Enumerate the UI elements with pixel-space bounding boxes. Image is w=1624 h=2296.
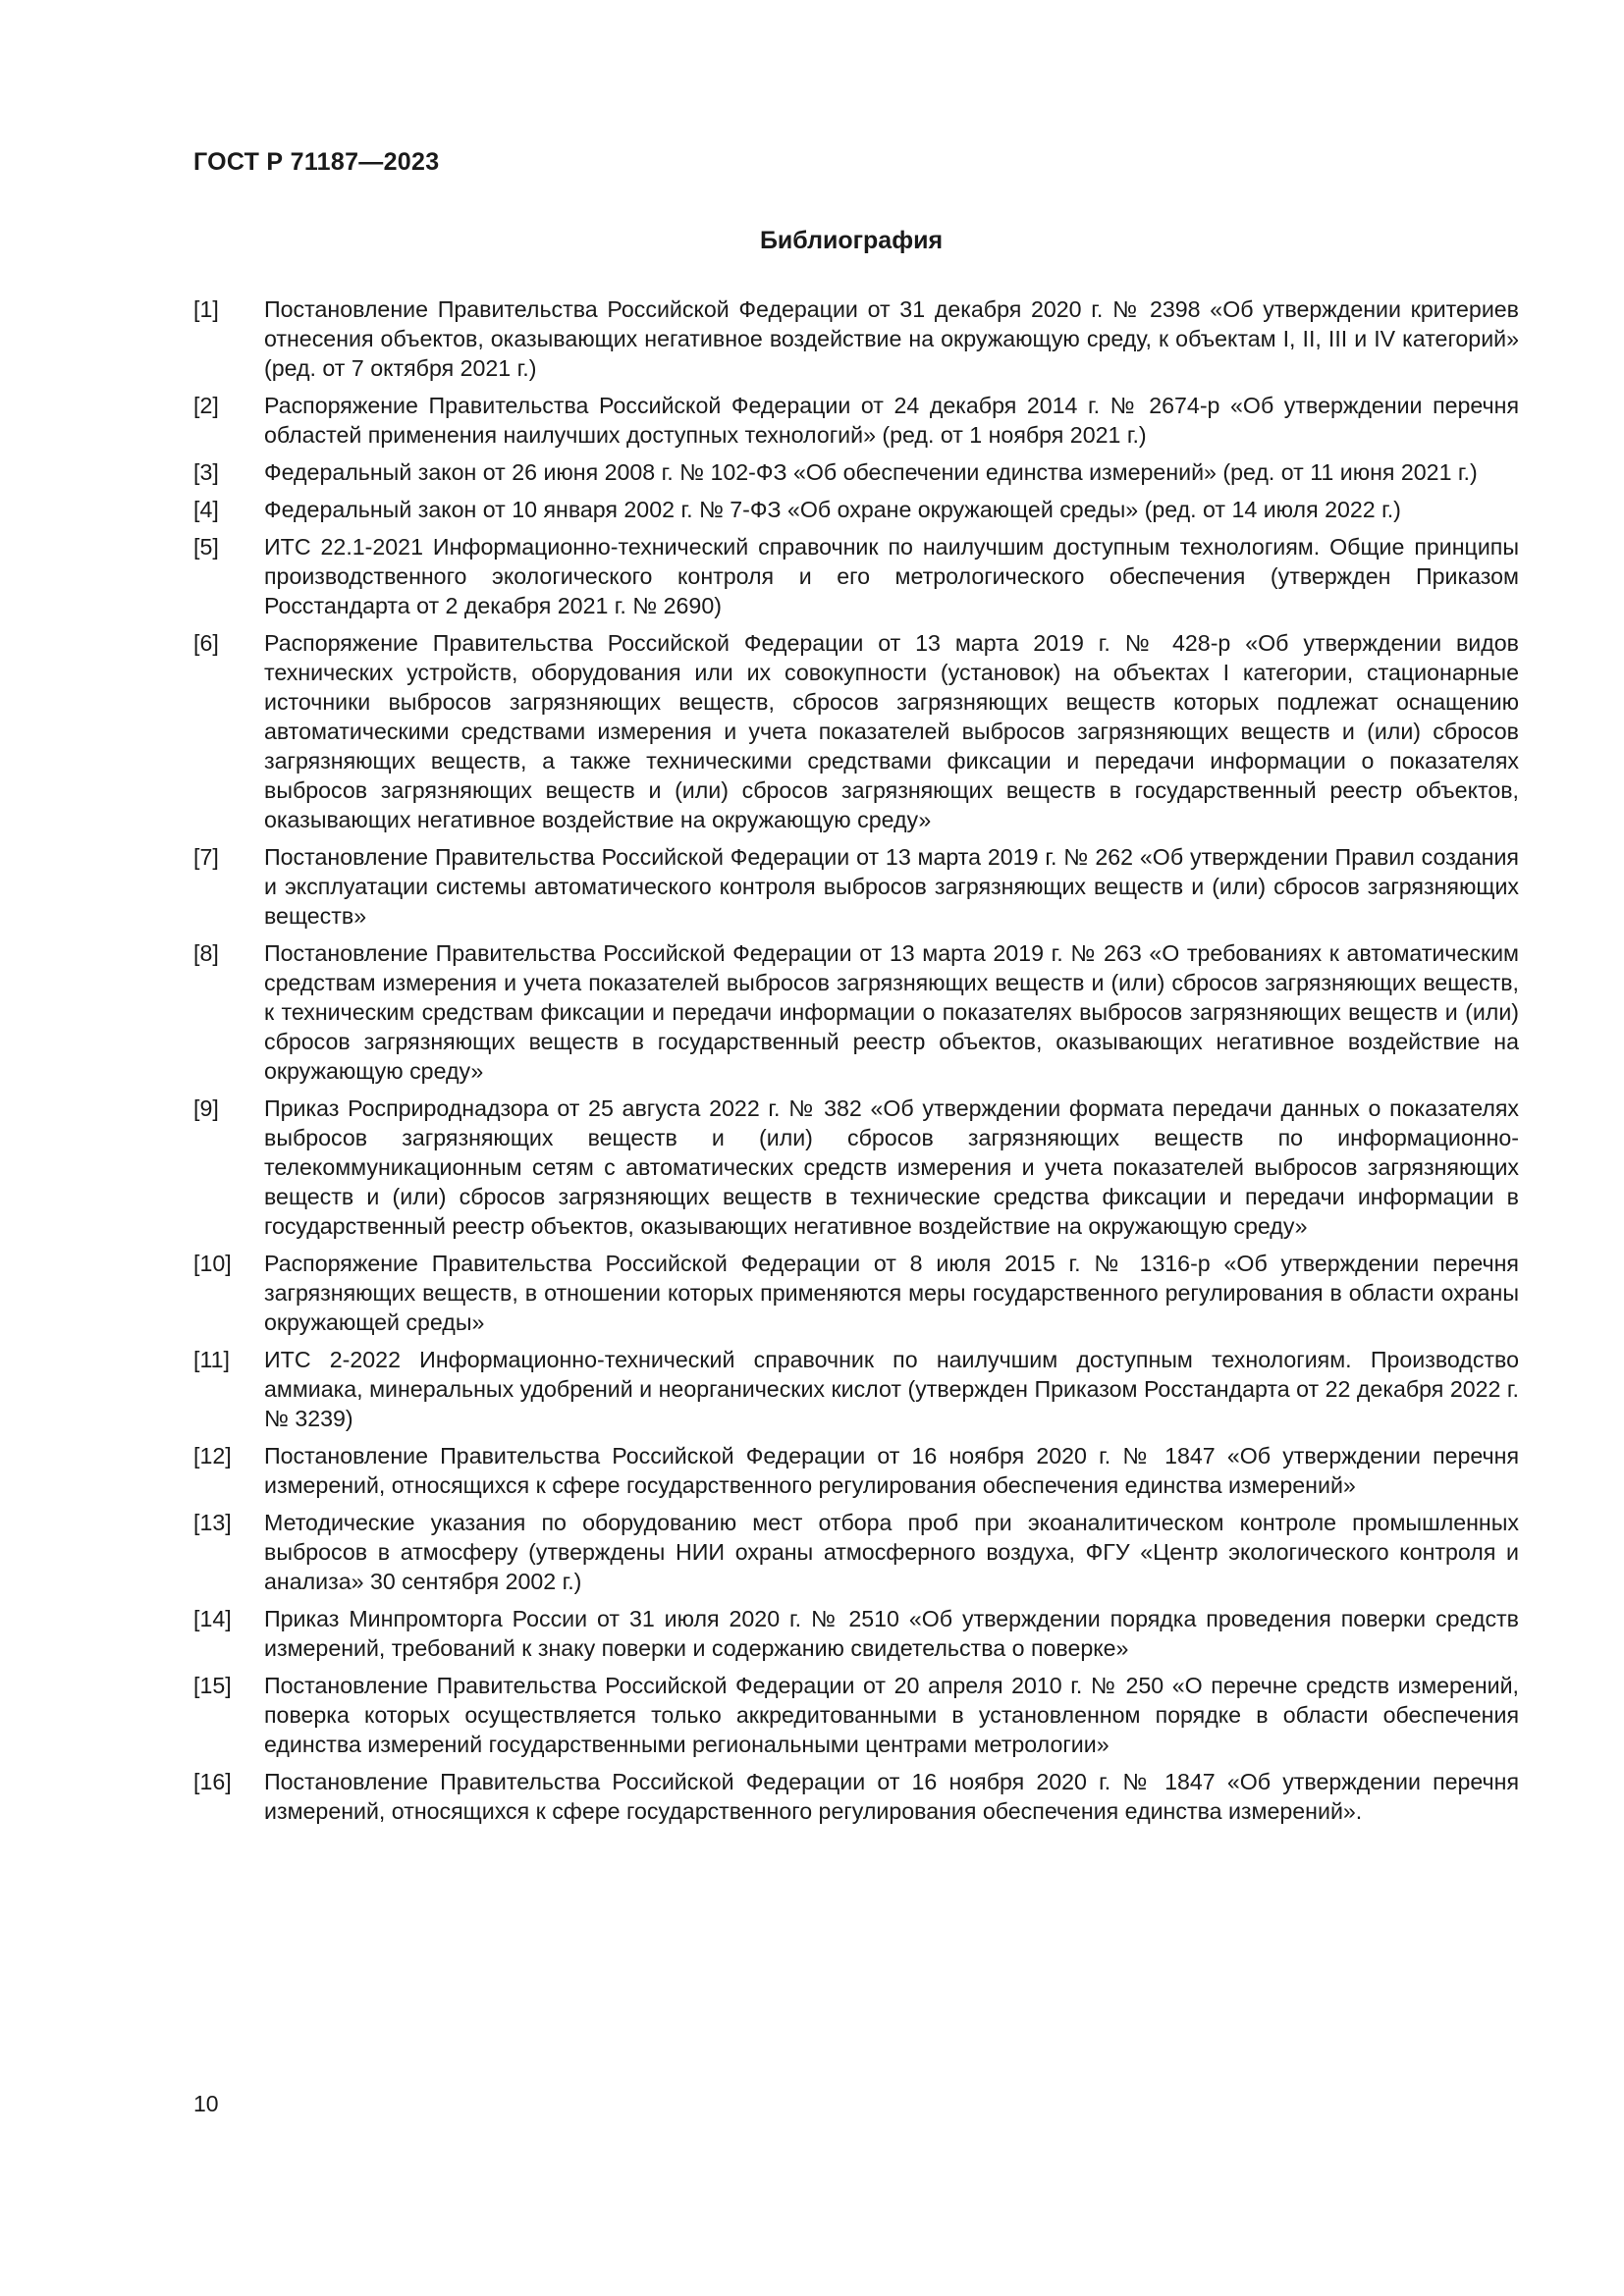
bibliography-item-number: [7] (193, 844, 219, 870)
bibliography-item-number: [12] (193, 1443, 232, 1468)
bibliography-item (193, 457, 1519, 487)
bibliography-item (193, 628, 1519, 834)
bibliography-item-text: ИТС 2-2022 Информационно-технический справочник по наилучшим доступным технологиям. Производство аммиака, минеральных удобрений и неорганических кислот (утвержден Приказом Росстандарта от 22 декабря 2022 г. № 3239) (264, 1347, 1519, 1431)
bibliography-item-text: Приказ Росприроднадзора от 25 августа 2022 г. № 382 «Об утверждении формата передачи данных о показателях выбросов загрязняющих веществ и (или) сбросов загрязняющих веществ по информационно-телекоммуникационным сетям с автоматических средств измерения и учета показателей выбросов загрязняющих веществ и (или) сбросов загрязняющих веществ в технические средства фиксации и передачи информации в государственный реестр объектов, оказывающих негативное воздействие на окружающую среду» (264, 1095, 1519, 1239)
bibliography-item (193, 1671, 1519, 1759)
bibliography-item-text: Постановление Правительства Российской Федерации от 31 декабря 2020 г. № 2398 «Об утверждении критериев отнесения объектов, оказывающих негативное воздействие на окружающую среду, к объектам I, II, III и IV категорий» (ред. от 7 октября 2021 г.) (264, 296, 1519, 381)
bibliography-item-number: [2] (193, 393, 219, 418)
bibliography-item-number: [9] (193, 1095, 219, 1121)
bibliography-item (193, 532, 1519, 620)
document-code: ГОСТ Р 71187—2023 (193, 148, 440, 176)
bibliography-list (193, 294, 1519, 1834)
bibliography-item (193, 938, 1519, 1086)
bibliography-item-text: Распоряжение Правительства Российской Федерации от 24 декабря 2014 г. № 2674-р «Об утверждении перечня областей применения наилучших доступных технологий» (ред. от 1 ноября 2021 г.) (264, 393, 1519, 448)
bibliography-item-number: [11] (193, 1347, 230, 1372)
bibliography-item (193, 1249, 1519, 1337)
bibliography-item-text: Постановление Правительства Российской Федерации от 20 апреля 2010 г. № 250 «О перечне средств измерений, поверка которых осуществляется только аккредитованными в установленном порядке в области обеспечения единства измерений государственными региональными центрами метрологии» (264, 1673, 1519, 1757)
bibliography-item-text: Методические указания по оборудованию мест отбора проб при экоаналитическом контроле промышленных выбросов в атмосферу (утверждены НИИ охраны атмосферного воздуха, ФГУ «Центр экологического контроля и анализа» 30 сентября 2002 г.) (264, 1510, 1519, 1594)
bibliography-item-number: [1] (193, 296, 219, 322)
bibliography-item-number: [14] (193, 1606, 232, 1631)
bibliography-item-text: Федеральный закон от 26 июня 2008 г. № 102-ФЗ «Об обеспечении единства измерений» (ред. от 11 июня 2021 г.) (264, 459, 1478, 485)
bibliography-item (193, 294, 1519, 383)
bibliography-item-number: [5] (193, 534, 219, 560)
bibliography-item-text: Приказ Минпромторга России от 31 июля 2020 г. № 2510 «Об утверждении порядка проведения поверки средств измерений, требований к знаку поверки и содержанию свидетельства о поверке» (264, 1606, 1519, 1661)
bibliography-item-text: ИТС 22.1-2021 Информационно-технический справочник по наилучшим доступным технологиям. Общие принципы производственного экологического контроля и его метрологического обеспечения (утвержден Приказом Росстандарта от 2 декабря 2021 г. № 2690) (264, 534, 1519, 618)
bibliography-item (193, 1604, 1519, 1663)
bibliography-item-number: [16] (193, 1769, 232, 1794)
bibliography-item-text: Постановление Правительства Российской Федерации от 16 ноября 2020 г. № 1847 «Об утверждении перечня измерений, относящихся к сфере государственного регулирования обеспечения единства измерений» (264, 1443, 1519, 1498)
bibliography-item-number: [15] (193, 1673, 232, 1698)
bibliography-item-number: [8] (193, 940, 219, 966)
bibliography-item (193, 1345, 1519, 1433)
bibliography-item-text: Распоряжение Правительства Российской Федерации от 13 марта 2019 г. № 428-р «Об утверждении видов технических устройств, оборудования или их совокупности (установок) на объектах I категории, стационарные источники выбросов загрязняющих веществ, сбросов загрязняющих веществ которых подлежат оснащению автоматическими средствами измерения и учета показателей выбросов загрязняющих веществ и (или) сбросов загрязняющих веществ, а также техническими средствами фиксации и передачи информации о показателях выбросов загрязняющих веществ и (или) сбросов загрязняющих веществ в государственный реестр объектов, оказывающих негативное воздействие на окружающую среду» (264, 630, 1519, 832)
section-title: Библиография (759, 227, 944, 254)
bibliography-item (193, 842, 1519, 931)
bibliography-item-text: Федеральный закон от 10 января 2002 г. № 7-ФЗ «Об охране окружающей среды» (ред. от 14 июля 2022 г.) (264, 497, 1401, 522)
bibliography-item-text: Постановление Правительства Российской Федерации от 13 марта 2019 г. № 263 «О требованиях к автоматическим средствам измерения и учета показателей выбросов загрязняющих веществ и (или) сбросов загрязняющих веществ, к техническим средствам фиксации и передачи информации о показателях выбросов загрязняющих веществ и (или) сбросов загрязняющих веществ в государственный реестр объектов, оказывающих негативное воздействие на окружающую среду» (264, 940, 1519, 1084)
bibliography-item-number: [10] (193, 1251, 232, 1276)
bibliography-item-number: [4] (193, 497, 219, 522)
bibliography-item (193, 1767, 1519, 1826)
bibliography-item (193, 1094, 1519, 1241)
bibliography-item (193, 391, 1519, 450)
bibliography-item-number: [13] (193, 1510, 232, 1535)
page-number: 10 (193, 2091, 219, 2116)
bibliography-item (193, 495, 1519, 524)
bibliography-item (193, 1441, 1519, 1500)
bibliography-item-number: [3] (193, 459, 219, 485)
bibliography-item-number: [6] (193, 630, 219, 656)
bibliography-item (193, 1508, 1519, 1596)
bibliography-item-text: Постановление Правительства Российской Федерации от 16 ноября 2020 г. № 1847 «Об утверждении перечня измерений, относящихся к сфере государственного регулирования обеспечения единства измерений». (264, 1769, 1519, 1824)
bibliography-item-text: Распоряжение Правительства Российской Федерации от 8 июля 2015 г. № 1316-р «Об утверждении перечня загрязняющих веществ, в отношении которых применяются меры государственного регулирования в области охраны окружающей среды» (264, 1251, 1519, 1335)
bibliography-item-text: Постановление Правительства Российской Федерации от 13 марта 2019 г. № 262 «Об утверждении Правил создания и эксплуатации системы автоматического контроля выбросов загрязняющих веществ и (или) сбросов загрязняющих веществ» (264, 844, 1519, 929)
